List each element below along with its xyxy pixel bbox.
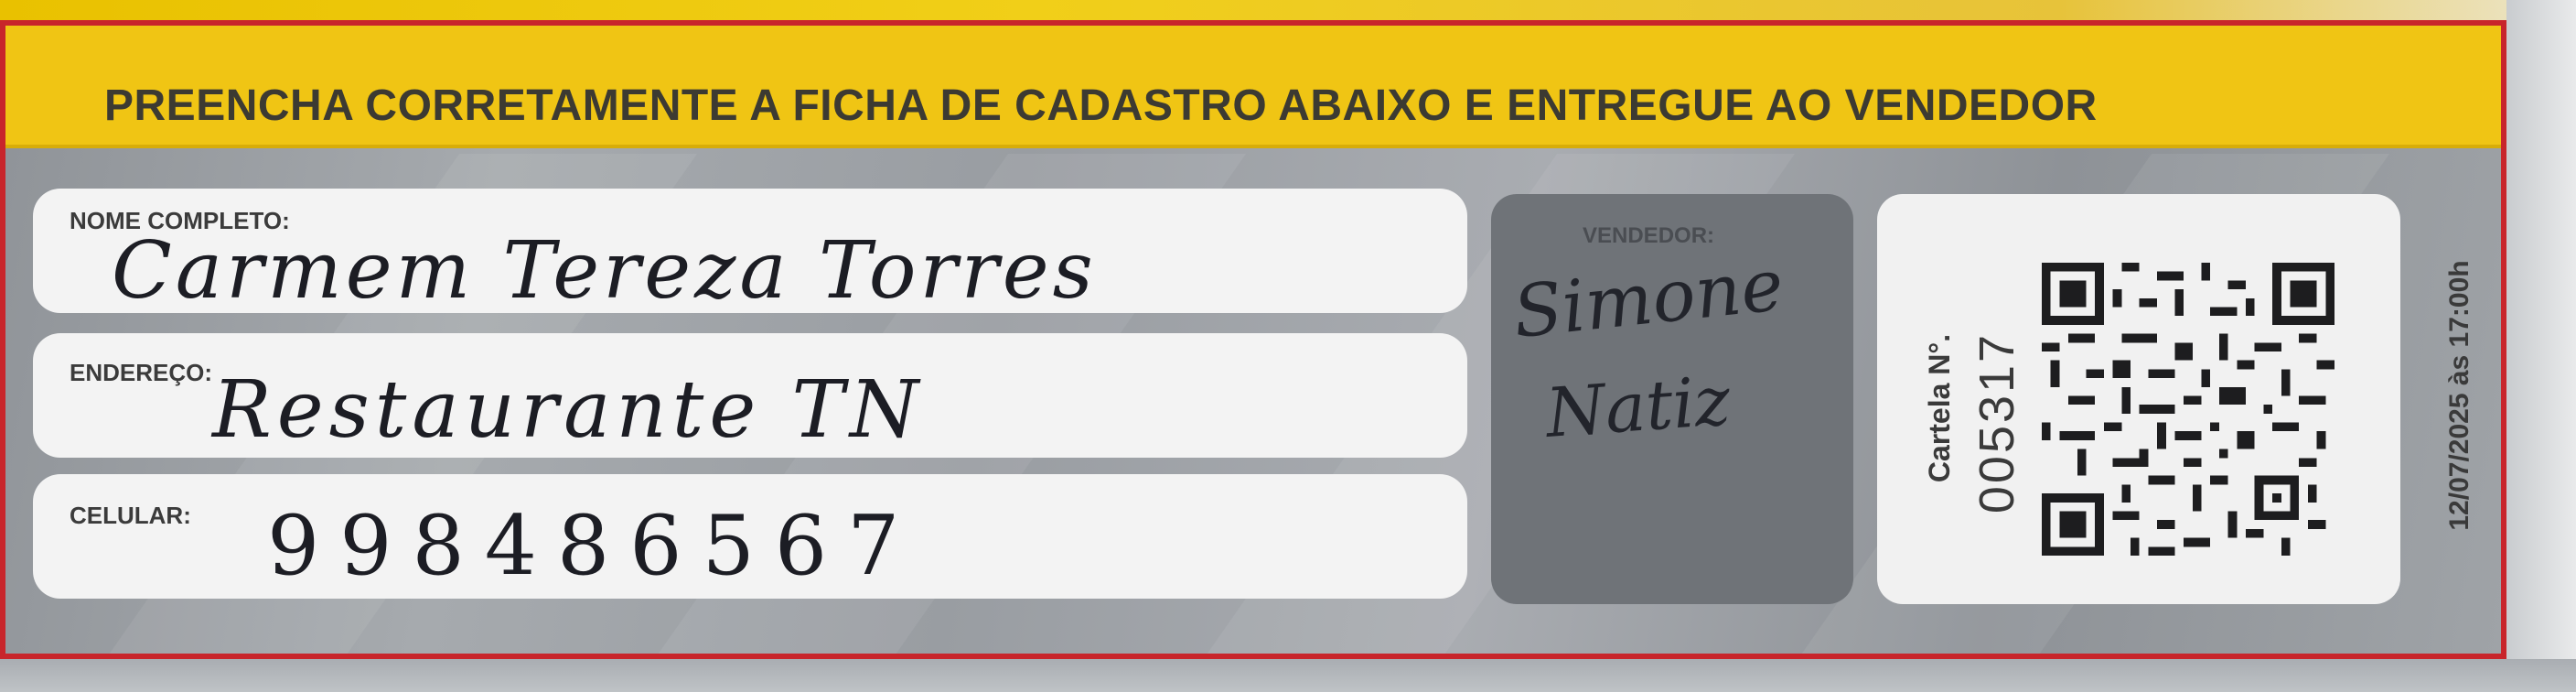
paper-right-edge (2506, 0, 2576, 692)
card-number: 005317 (1970, 331, 2024, 514)
header-instruction: PREENCHA CORRETAMENTE A FICHA DE CADASTRO ABAIXO E ENTREGUE AO VENDEDOR (104, 81, 2098, 130)
name-label: NOME COMPLETO: (70, 207, 290, 234)
card-label: Cartela N°. (1923, 333, 1956, 483)
paper-bottom-edge (0, 659, 2576, 692)
top-paper-strip (0, 0, 2576, 20)
name-value: Carmem Tereza Torres (112, 225, 1097, 317)
vendor-label: VENDEDOR: (1583, 223, 1715, 248)
vendor-signature-line2: Natiz (1543, 362, 1733, 453)
qr-code-icon (2042, 260, 2334, 558)
registration-ticket (0, 20, 2506, 659)
address-field[interactable] (33, 333, 1467, 458)
draw-datetime: 12/07/2025 às 17:00h (2444, 260, 2474, 531)
name-field[interactable] (33, 189, 1467, 317)
phone-field[interactable] (33, 474, 1467, 599)
address-label: ENDEREÇO: (70, 359, 213, 386)
address-value: Restaurante TN (212, 364, 925, 456)
phone-label: CELULAR: (70, 502, 191, 529)
vendor-panel (1491, 194, 1853, 604)
header-band (5, 26, 2501, 148)
phone-value: 998486567 (267, 498, 920, 594)
vendor-signature-line1: Simone (1509, 243, 1787, 355)
